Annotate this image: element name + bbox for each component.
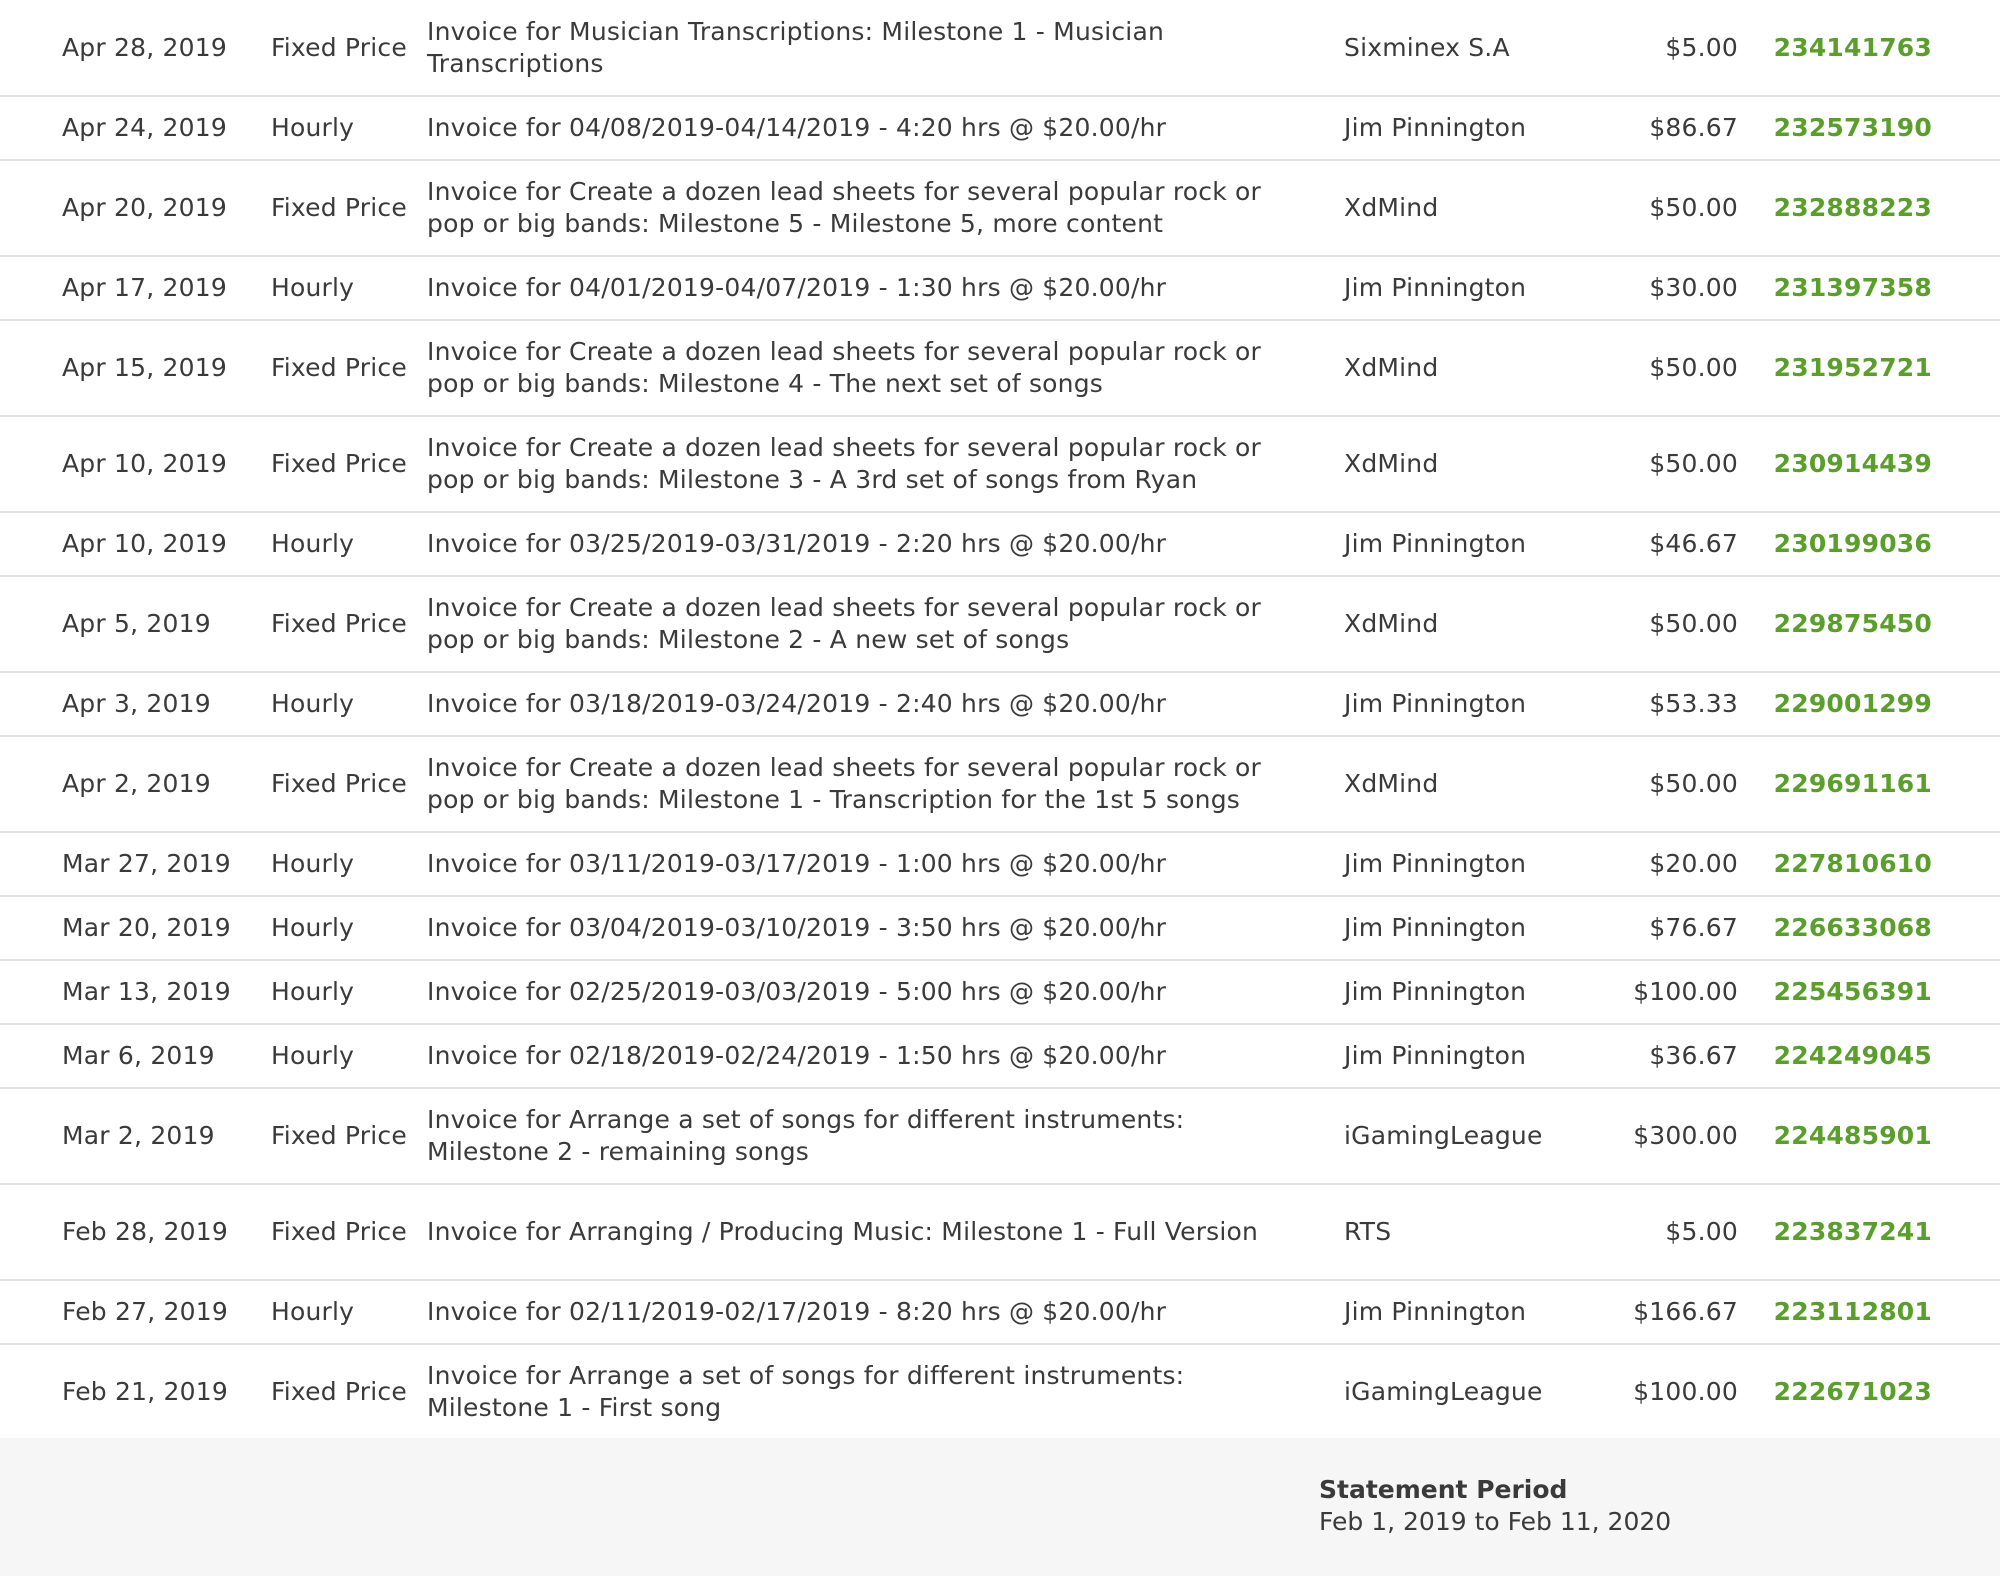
row-client: XdMind [1344, 449, 1439, 478]
row-type: Hourly [271, 529, 355, 558]
row-type: Hourly [271, 1297, 355, 1326]
table-row [0, 672, 2000, 736]
row-amount: $30.00 [1649, 273, 1738, 302]
row-description: Invoice for 03/04/2019-03/10/2019 - 3:50 hrs @ $20.00/hr [427, 913, 1167, 942]
row-ref-cell [1744, 96, 2000, 160]
row-amount: $100.00 [1633, 977, 1738, 1006]
row-description: Invoice for Create a dozen lead sheets for several popular rock or pop or big bands: Milestone 3 - A 3rd set of songs from Ryan [427, 433, 1261, 494]
table-row [0, 576, 2000, 672]
row-client: Jim Pinnington [1344, 529, 1527, 558]
row-description: Invoice for 02/11/2019-02/17/2019 - 8:20 hrs @ $20.00/hr [427, 1297, 1167, 1326]
row-description: Invoice for Create a dozen lead sheets for several popular rock or pop or big bands: Milestone 4 - The next set of songs [427, 337, 1261, 398]
table-row [0, 1024, 2000, 1088]
ref-id-link[interactable]: 230199036 [1773, 529, 1932, 558]
row-description: Invoice for Arranging / Producing Music: Milestone 1 - Full Version [427, 1217, 1259, 1246]
row-description: Invoice for 03/25/2019-03/31/2019 - 2:20 hrs @ $20.00/hr [427, 529, 1167, 558]
row-date: Apr 24, 2019 [62, 113, 227, 142]
row-amount: $166.67 [1633, 1297, 1738, 1326]
table-row [0, 960, 2000, 1024]
ref-id-link[interactable]: 223112801 [1773, 1297, 1932, 1326]
row-type: Fixed Price [271, 353, 407, 382]
row-description: Invoice for Create a dozen lead sheets for several popular rock or pop or big bands: Milestone 2 - A new set of songs [427, 593, 1261, 654]
row-ref-cell [1744, 0, 2000, 96]
row-date: Mar 6, 2019 [62, 1041, 215, 1070]
row-amount: $20.00 [1649, 849, 1738, 878]
row-date: Apr 2, 2019 [62, 769, 211, 798]
ref-id-link[interactable]: 230914439 [1773, 449, 1932, 478]
ref-id-link[interactable]: 227810610 [1773, 849, 1932, 878]
row-ref-cell [1744, 832, 2000, 896]
row-amount: $50.00 [1649, 609, 1738, 638]
row-type: Hourly [271, 689, 355, 718]
row-description: Invoice for 02/25/2019-03/03/2019 - 5:00 hrs @ $20.00/hr [427, 977, 1167, 1006]
row-date: Mar 27, 2019 [62, 849, 231, 878]
row-date: Mar 2, 2019 [62, 1121, 215, 1150]
row-amount: $76.67 [1649, 913, 1738, 942]
row-amount: $100.00 [1633, 1377, 1738, 1406]
row-description: Invoice for 04/01/2019-04/07/2019 - 1:30 hrs @ $20.00/hr [427, 273, 1167, 302]
row-type: Fixed Price [271, 32, 407, 62]
table-row [0, 512, 2000, 576]
table-row [0, 0, 2000, 96]
ref-id-link[interactable]: 229001299 [1773, 689, 1932, 718]
row-client: Jim Pinnington [1344, 849, 1527, 878]
row-date: Apr 15, 2019 [62, 353, 227, 382]
row-type: Hourly [271, 1041, 355, 1070]
row-ref-cell [1744, 160, 2000, 256]
ref-id-link[interactable]: 225456391 [1773, 977, 1932, 1006]
row-client: XdMind [1344, 193, 1439, 222]
row-client: XdMind [1344, 353, 1439, 382]
table-row [0, 1344, 2000, 1440]
row-date: Apr 3, 2019 [62, 689, 211, 718]
table-row [0, 736, 2000, 832]
row-description: Invoice for 03/18/2019-03/24/2019 - 2:40 hrs @ $20.00/hr [427, 689, 1167, 718]
table-row [0, 320, 2000, 416]
statement-period-value: Feb 1, 2019 to Feb 11, 2020 [1319, 1507, 1672, 1536]
table-row [0, 832, 2000, 896]
row-ref-cell [1744, 960, 2000, 1024]
row-type: Hourly [271, 849, 355, 878]
statement-period [1319, 1474, 1671, 1538]
row-client: Jim Pinnington [1344, 913, 1527, 942]
row-description: Invoice for 04/08/2019-04/14/2019 - 4:20 hrs @ $20.00/hr [427, 113, 1167, 142]
row-type: Fixed Price [271, 193, 407, 222]
row-ref-cell [1744, 320, 2000, 416]
row-description: Invoice for 03/11/2019-03/17/2019 - 1:00 hrs @ $20.00/hr [427, 849, 1167, 878]
table-row [0, 96, 2000, 160]
row-amount: $86.67 [1649, 113, 1738, 142]
row-client: Jim Pinnington [1344, 113, 1527, 142]
row-date: Apr 10, 2019 [62, 529, 227, 558]
row-client: RTS [1344, 1217, 1392, 1246]
row-description: Invoice for Arrange a set of songs for different instruments: Milestone 2 - remaining songs [427, 1105, 1185, 1166]
row-amount: $36.67 [1649, 1041, 1738, 1070]
row-amount: $50.00 [1649, 449, 1738, 478]
row-ref-cell [1744, 1344, 2000, 1440]
row-amount: $5.00 [1665, 32, 1738, 62]
row-description: Invoice for Musician Transcriptions: Milestone 1 - Musician Transcriptions [427, 16, 1165, 78]
row-description: Invoice for Create a dozen lead sheets for several popular rock or pop or big bands: Milestone 1 - Transcription for the 1st 5 songs [427, 753, 1261, 814]
table-row [0, 1184, 2000, 1280]
statement-period-label: Statement Period [1319, 1475, 1568, 1504]
row-type: Fixed Price [271, 1121, 407, 1150]
ref-id-link[interactable]: 224249045 [1773, 1041, 1932, 1070]
table-row [0, 256, 2000, 320]
ref-id-link[interactable]: 229875450 [1773, 609, 1932, 638]
row-ref-cell [1744, 1280, 2000, 1344]
row-date: Apr 28, 2019 [62, 32, 227, 62]
ref-id-link[interactable]: 231952721 [1773, 353, 1932, 382]
ref-id-link[interactable]: 234141763 [1773, 32, 1932, 62]
row-client: iGamingLeague [1344, 1377, 1543, 1406]
ref-id-link[interactable]: 232888223 [1773, 193, 1932, 222]
row-description: Invoice for Create a dozen lead sheets for several popular rock or pop or big bands: Milestone 5 - Milestone 5, more content [427, 177, 1261, 238]
row-ref-cell [1744, 1024, 2000, 1088]
row-date: Apr 10, 2019 [62, 449, 227, 478]
ref-id-link[interactable]: 224485901 [1773, 1121, 1932, 1150]
row-ref-cell [1744, 256, 2000, 320]
row-type: Fixed Price [271, 609, 407, 638]
table-row [0, 416, 2000, 512]
row-client: Jim Pinnington [1344, 1041, 1527, 1070]
row-client: XdMind [1344, 609, 1439, 638]
row-type: Fixed Price [271, 449, 407, 478]
row-client: iGamingLeague [1344, 1121, 1543, 1150]
table-row [0, 160, 2000, 256]
row-ref-cell [1744, 1088, 2000, 1184]
ref-id-link[interactable]: 222671023 [1773, 1377, 1932, 1406]
row-date: Apr 17, 2019 [62, 273, 227, 302]
row-type: Fixed Price [271, 769, 407, 798]
row-client: Jim Pinnington [1344, 1297, 1527, 1326]
row-client: XdMind [1344, 769, 1439, 798]
row-amount: $53.33 [1649, 689, 1738, 718]
row-date: Mar 20, 2019 [62, 913, 231, 942]
row-type: Fixed Price [271, 1217, 407, 1246]
table-row [0, 1280, 2000, 1344]
row-date: Mar 13, 2019 [62, 977, 231, 1006]
table-row [0, 896, 2000, 960]
row-date: Feb 27, 2019 [62, 1297, 228, 1326]
ref-id-link[interactable]: 232573190 [1773, 113, 1932, 142]
row-client: Jim Pinnington [1344, 273, 1527, 302]
row-date: Feb 28, 2019 [62, 1217, 228, 1246]
row-date: Apr 20, 2019 [62, 193, 227, 222]
row-amount: $46.67 [1649, 529, 1738, 558]
ref-id-link[interactable]: 226633068 [1773, 913, 1932, 942]
row-ref-cell [1744, 576, 2000, 672]
ref-id-link[interactable]: 229691161 [1773, 769, 1932, 798]
row-type: Hourly [271, 977, 355, 1006]
row-client: Jim Pinnington [1344, 977, 1527, 1006]
row-ref-cell [1744, 1184, 2000, 1280]
row-date: Feb 21, 2019 [62, 1377, 228, 1406]
ref-id-link[interactable]: 223837241 [1773, 1217, 1932, 1246]
row-amount: $50.00 [1649, 353, 1738, 382]
row-amount: $50.00 [1649, 769, 1738, 798]
ref-id-link[interactable]: 231397358 [1773, 273, 1932, 302]
row-client: Sixminex S.A [1344, 32, 1510, 62]
row-description: Invoice for Arrange a set of songs for different instruments: Milestone 1 - First song [427, 1361, 1185, 1422]
row-type: Hourly [271, 113, 355, 142]
row-amount: $5.00 [1665, 1217, 1738, 1246]
row-ref-cell [1744, 416, 2000, 512]
row-ref-cell [1744, 736, 2000, 832]
row-type: Hourly [271, 913, 355, 942]
row-type: Hourly [271, 273, 355, 302]
row-amount: $300.00 [1633, 1121, 1738, 1150]
row-ref-cell [1744, 896, 2000, 960]
row-ref-cell [1744, 672, 2000, 736]
row-ref-cell [1744, 512, 2000, 576]
row-description: Invoice for 02/18/2019-02/24/2019 - 1:50 hrs @ $20.00/hr [427, 1041, 1167, 1070]
row-type: Fixed Price [271, 1377, 407, 1406]
row-amount: $50.00 [1649, 193, 1738, 222]
table-row [0, 1088, 2000, 1184]
row-client: Jim Pinnington [1344, 689, 1527, 718]
row-date: Apr 5, 2019 [62, 609, 211, 638]
statement-footer [0, 1438, 2000, 1576]
